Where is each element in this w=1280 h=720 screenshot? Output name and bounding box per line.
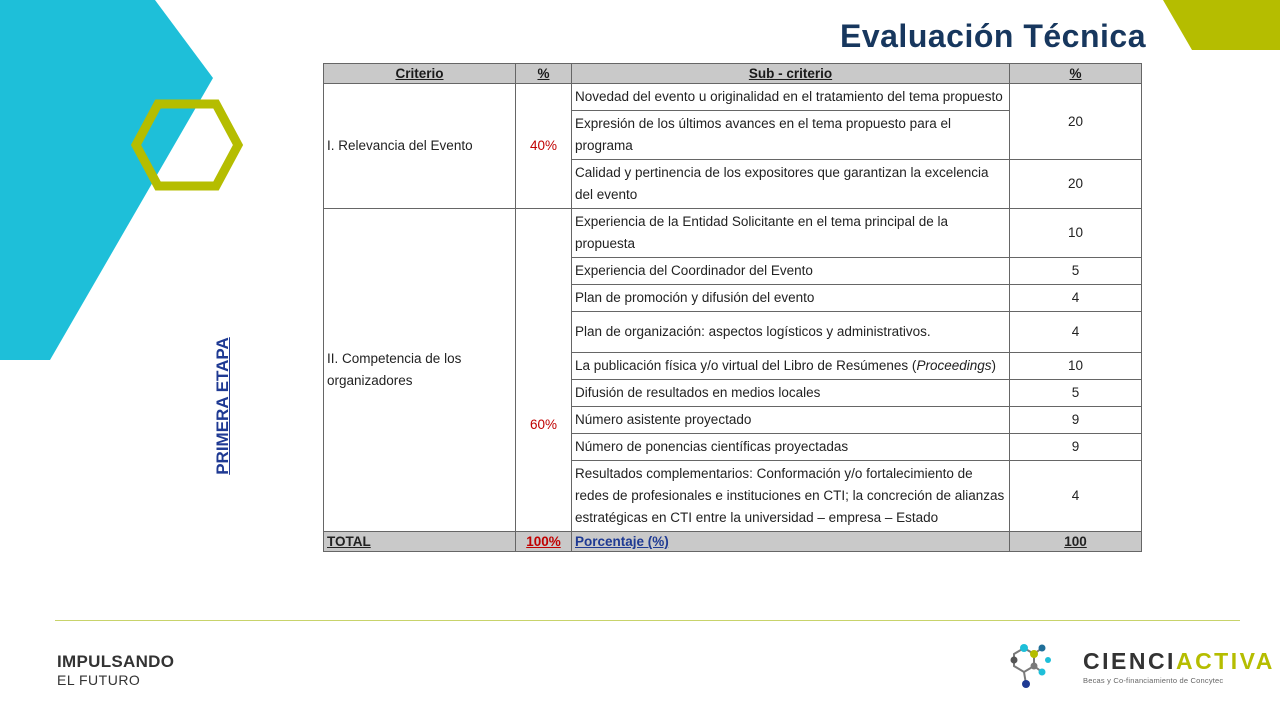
- sub-criterion: [572, 353, 1010, 380]
- sub-value: 4: [1010, 461, 1142, 532]
- molecule-icon: [1000, 632, 1080, 692]
- table-row: [324, 209, 1142, 258]
- sub-criterion: Expresión de los últimos avances en el tema propuesto para el programa: [572, 111, 1010, 160]
- sub-criterion: Número asistente proyectado: [572, 407, 1010, 434]
- brand-subtitle: Becas y Co-financiamiento de Concytec: [1083, 676, 1224, 685]
- sub-value: 9: [1010, 434, 1142, 461]
- sub-criterion: Experiencia de la Entidad Solicitante en el tema principal de la propuesta: [572, 209, 1010, 258]
- sub-value: 5: [1010, 380, 1142, 407]
- sub-value: 5: [1010, 258, 1142, 285]
- sub-criterion-italic: Proceedings: [916, 358, 992, 373]
- tagline-line-1: IMPULSANDO: [57, 652, 175, 671]
- sub-criterion: Experiencia del Coordinador del Evento: [572, 258, 1010, 285]
- criterion-1-pct: 40%: [516, 84, 572, 209]
- cyan-shape: [0, 0, 213, 360]
- sub-criterion-suffix: ): [991, 358, 996, 373]
- sub-criterion-text: La publicación física y/o virtual del Libro de Resúmenes (: [575, 358, 917, 373]
- brand-name-part1: CIENCI: [1083, 648, 1176, 674]
- cienciactiva-logo: [1000, 632, 1275, 692]
- total-pct: 100%: [516, 532, 572, 552]
- header-pct: %: [516, 64, 572, 84]
- sub-value: 4: [1010, 285, 1142, 312]
- total-value: 100: [1010, 532, 1142, 552]
- sub-criterion: Número de ponencias científicas proyectadas: [572, 434, 1010, 461]
- sub-value: 10: [1010, 353, 1142, 380]
- sub-value: 9: [1010, 407, 1142, 434]
- sub-criterion: Novedad del evento u originalidad en el tratamiento del tema propuesto: [572, 84, 1010, 111]
- brand-name-part2: ACTIVA: [1175, 648, 1275, 674]
- total-sub-label: Porcentaje (%): [572, 532, 1010, 552]
- sub-criterion: Plan de promoción y difusión del evento: [572, 285, 1010, 312]
- tagline-line-2: EL FUTURO: [57, 672, 141, 688]
- sub-criterion: Calidad y pertinencia de los expositores que garantizan la excelencia del evento: [572, 160, 1010, 209]
- criterion-1: I. Relevancia del Evento: [324, 84, 516, 209]
- header-subcriterio: Sub - criterio: [572, 64, 1010, 84]
- sub-value: 20: [1010, 160, 1142, 209]
- page-title: Evaluación Técnica: [839, 18, 1146, 54]
- sub-value: 4: [1010, 312, 1142, 353]
- olive-corner-shape: [1163, 0, 1280, 50]
- header-criterio: Criterio: [324, 64, 516, 84]
- table-header-row: [324, 64, 1142, 84]
- total-label: TOTAL: [324, 532, 516, 552]
- total-row: [324, 532, 1142, 552]
- footer-divider: [55, 620, 1240, 621]
- criterion-2-pct: 60%: [516, 209, 572, 532]
- criteria-table: [323, 63, 1142, 552]
- header-sub-pct: %: [1010, 64, 1142, 84]
- criterion-2: II. Competencia de los organizadores: [324, 209, 516, 532]
- footer-tagline: [57, 652, 174, 688]
- stage-label: PRIMERA ETAPA: [213, 337, 232, 475]
- table-row: [324, 84, 1142, 111]
- sub-value: 10: [1010, 209, 1142, 258]
- sub-criterion: Resultados complementarios: Conformación y/o fortalecimiento de redes de profesionales e instituciones en CTI; la concreción de alianzas estratégicas en CTI entre la universidad – empresa – Estado: [572, 461, 1010, 532]
- sub-criterion: Plan de organización: aspectos logísticos y administrativos.: [572, 312, 1010, 353]
- brand-name: [1083, 648, 1275, 675]
- sub-criterion: Difusión de resultados en medios locales: [572, 380, 1010, 407]
- sub-value: 20: [1010, 84, 1142, 160]
